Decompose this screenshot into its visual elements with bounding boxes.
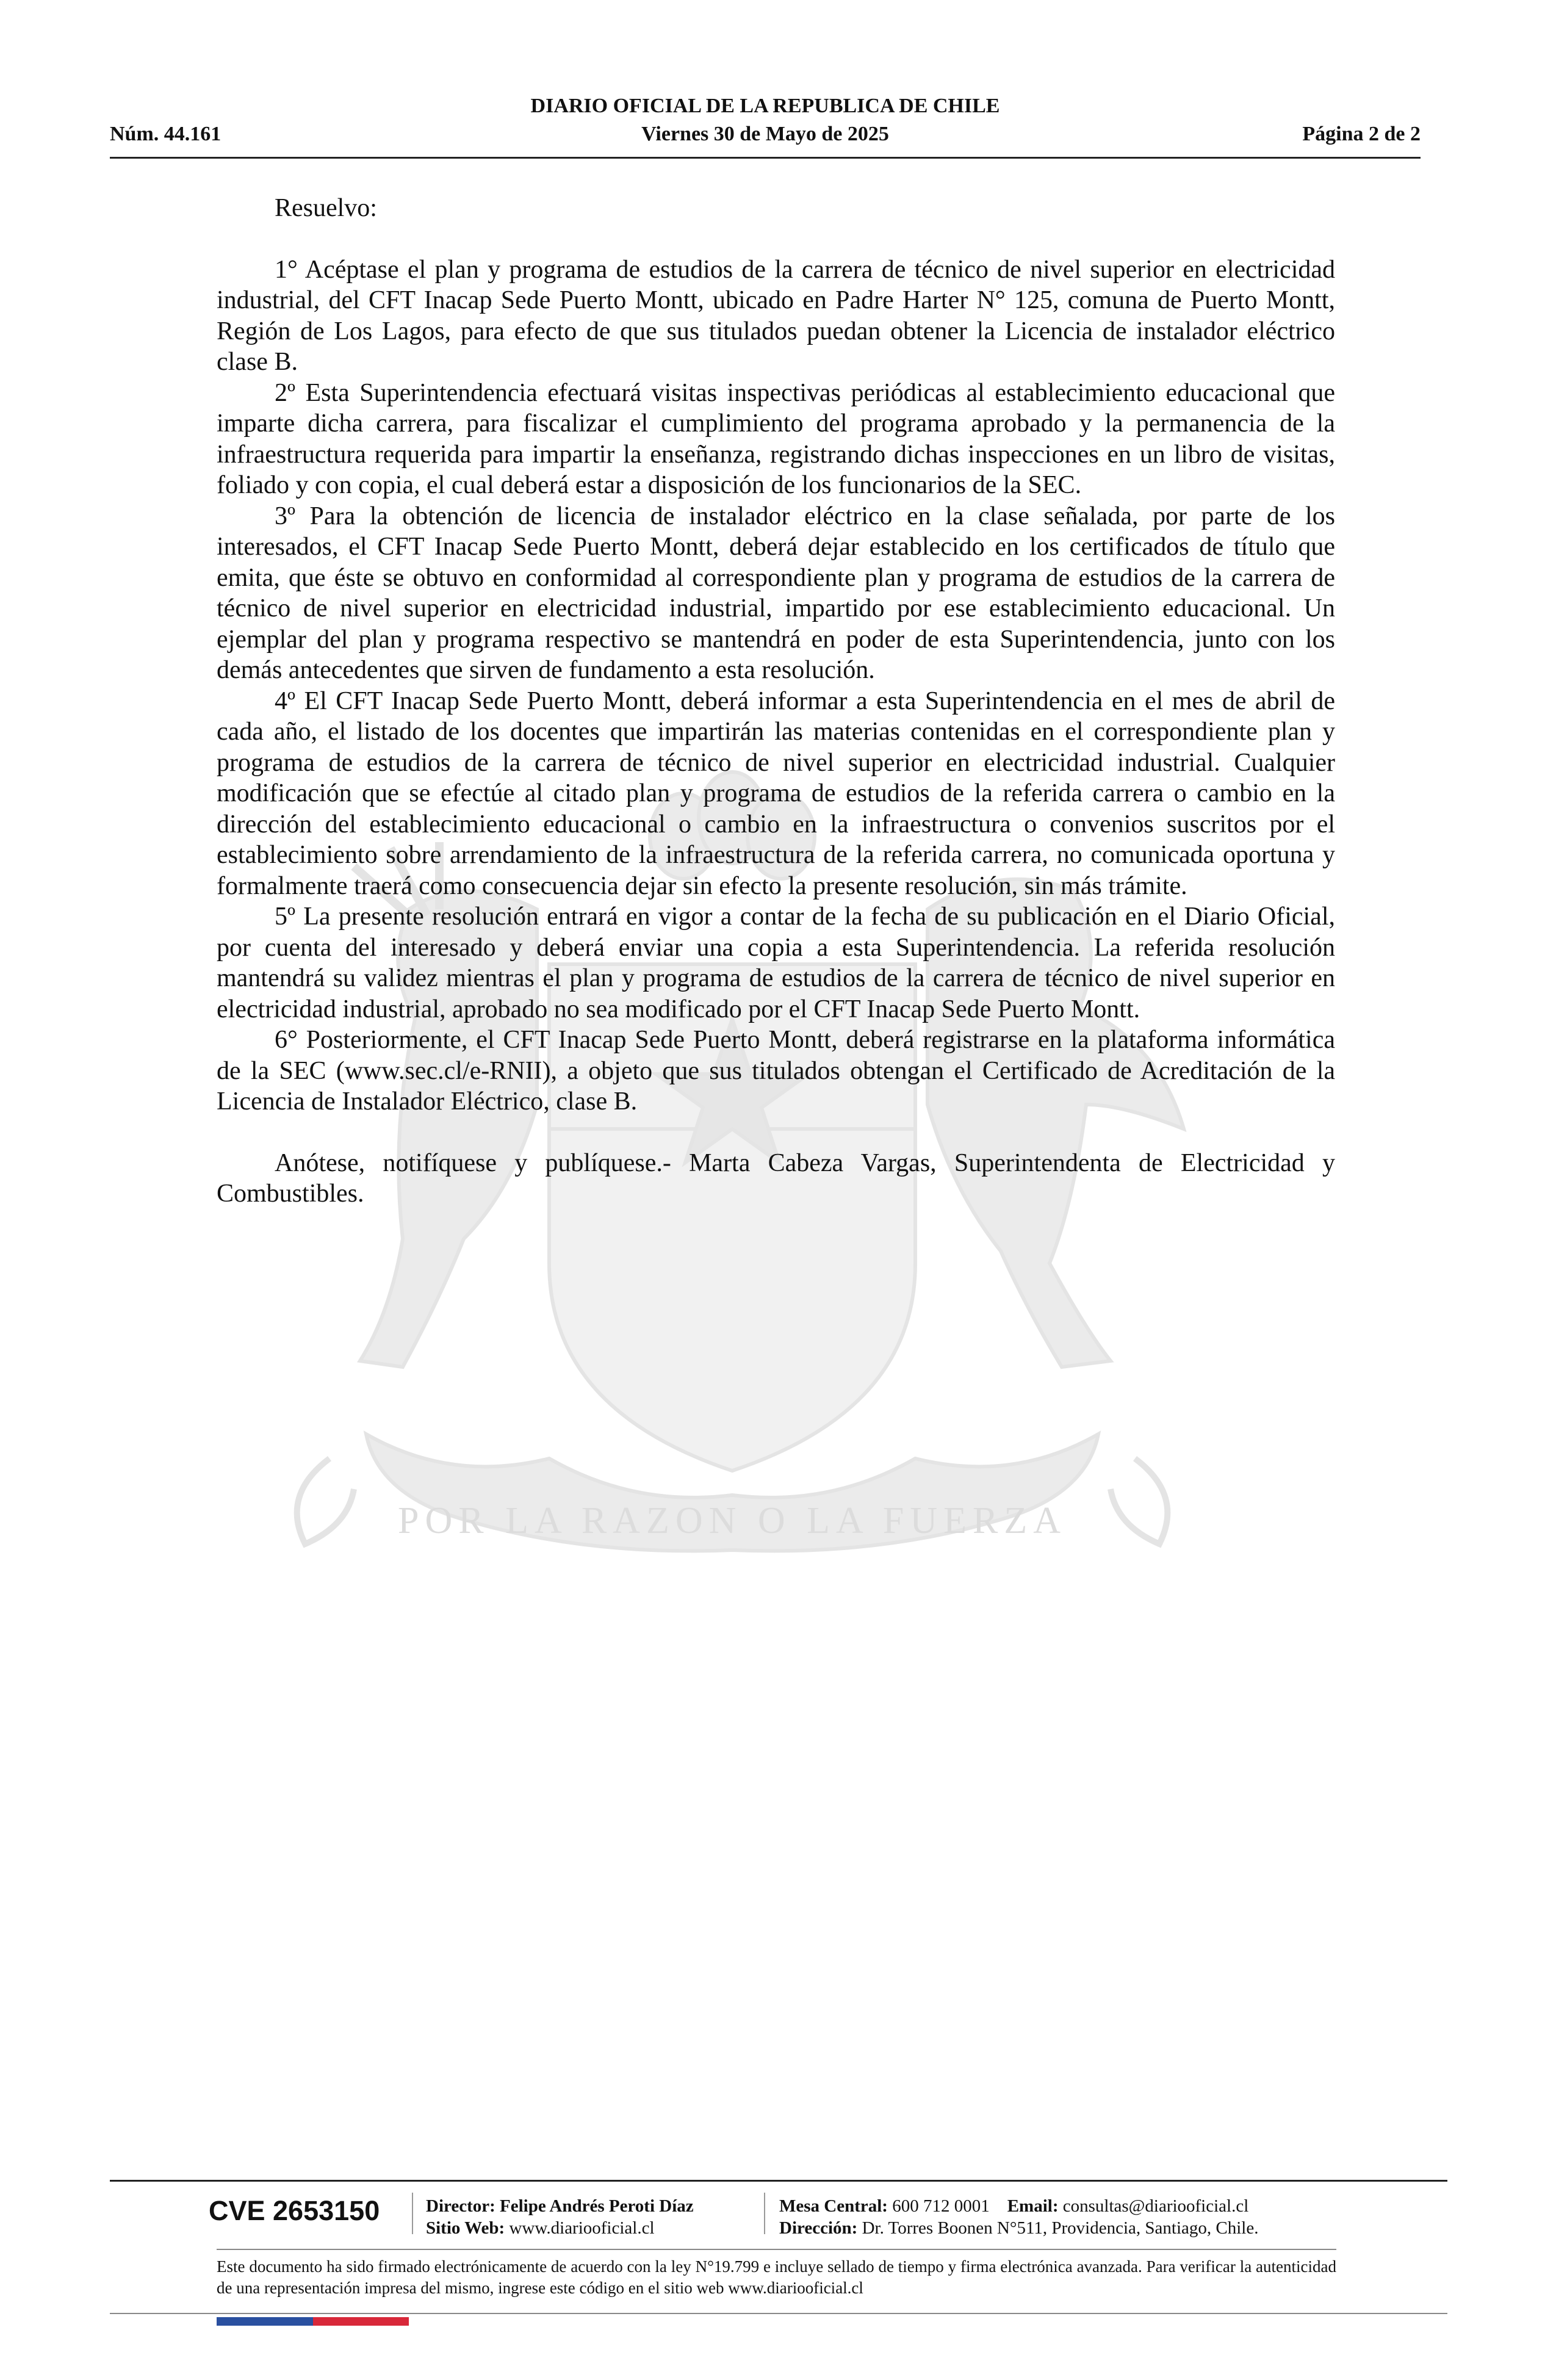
- footer-contact-block: [779, 2195, 1258, 2239]
- footer-director-block: [426, 2195, 694, 2239]
- document-body: [217, 193, 1335, 1210]
- page-indicator: Página 2 de 2: [1302, 123, 1421, 145]
- article-5: 5º La presente resolución entrará en vigor a contar de la fecha de su publicación en el Diario Oficial, por cuenta del interesado y deberá enviar una copia a esta Superintendencia. La referida resolución mantendrá su validez mientras el plan y programa de estudios de la carrera de técnico de nivel superior en electricidad industrial, aprobado no sea modificado por el CFT Inacap Sede Puerto Montt.: [217, 903, 1335, 1023]
- footer-divider: [412, 2193, 413, 2234]
- email-label: Email:: [1007, 2196, 1059, 2216]
- article-6: 6° Posteriormente, el CFT Inacap Sede Puerto Montt, deberá registrarse en la plataforma informática de la SEC (www.sec.cl/e-RNII), a objeto que sus titulados obtengan el Certificado de Acreditación de la Licencia de Instalador Eléctrico, clase B.: [217, 1026, 1335, 1116]
- article-3: 3º Para la obtención de licencia de instalador eléctrico en la clase señalada, por parte de los interesados, el CFT Inacap Sede Puerto Montt, deberá dejar establecido en los certificados de título que emita, que éste se obtuvo en conformidad al correspondiente plan y programa de estudios de la carrera de técnico de nivel superior en electricidad industrial, impartido por ese establecimiento educacional. Un ejemplar del plan y programa respectivo se mantendrá en poder de esta Superintendencia, junto con los demás antecedentes que sirven de fundamento a esta resolución.: [217, 502, 1335, 684]
- director-label: Director:: [426, 2196, 495, 2216]
- footer-separator: [217, 2249, 1336, 2250]
- page-header: [110, 95, 1421, 159]
- footer-divider: [764, 2193, 765, 2234]
- address-value: Dr. Torres Boonen N°511, Providencia, Santiago, Chile.: [862, 2218, 1259, 2238]
- signature-notice: Este documento ha sido firmado electrónicamente de acuerdo con la ley N°19.799 e incluye sellado de tiempo y firma electrónica avanzada. Para verificar la autenticidad de una representación impresa del mismo, ingrese este código en el sitio web www.diariooficial.cl: [217, 2257, 1336, 2297]
- issue-date: Viernes 30 de Mayo de 2025: [641, 123, 889, 145]
- gazette-title: DIARIO OFICIAL DE LA REPUBLICA DE CHILE: [530, 95, 1000, 117]
- website-link[interactable]: www.diariooficial.cl: [509, 2218, 655, 2238]
- cve-code: CVE 2653150: [209, 2195, 380, 2226]
- flag-blue-segment: [217, 2317, 313, 2326]
- address-label: Dirección:: [779, 2218, 858, 2238]
- closing-signature: Anótese, notifíquese y publíquese.- Marta Cabeza Vargas, Superintendenta de Electricidad y Combustibles.: [217, 1149, 1335, 1208]
- article-1: 1° Acéptase el plan y programa de estudios de la carrera de técnico de nivel superior en electricidad industrial, del CFT Inacap Sede Puerto Montt, ubicado en Padre Harter N° 125, comuna de Puerto Montt, Región de Los Lagos, para efecto de que sus titulados puedan obtener la Licencia de instalador eléctrico clase B.: [217, 255, 1335, 376]
- email-link[interactable]: consultas@diariooficial.cl: [1062, 2196, 1249, 2216]
- article-4: 4º El CFT Inacap Sede Puerto Montt, deberá informar a esta Superintendencia en el mes de abril de cada año, el listado de los docentes que impartirán las materias contenidas en el correspondiente plan y programa de estudios de la carrera de técnico de nivel superior en electricidad industrial. Cualquier modificación que se efectúe al citado plan y programa de estudios de la referida carrera o cambio en la dirección del establecimiento educacional o cambio en la infraestructura o convenios suscritos por el establecimiento sobre arrendamiento de la infraestructura de la referida carrera, no comunicada oportuna y formalmente traerá como consecuencia dejar sin efecto la presente resolución, sin más trámite.: [217, 687, 1335, 900]
- phone-label: Mesa Central:: [779, 2196, 888, 2216]
- issue-number: Núm. 44.161: [110, 123, 222, 145]
- website-label: Sitio Web:: [426, 2218, 505, 2238]
- footer-bottom-rule: [110, 2313, 1447, 2314]
- flag-stripe: [217, 2317, 409, 2326]
- flag-red-segment: [313, 2317, 409, 2326]
- watermark-motto: POR LA RAZON O LA FUERZA: [397, 1500, 1067, 1542]
- resuelvo-heading: Resuelvo:: [275, 194, 377, 222]
- page-footer: [110, 2180, 1447, 2322]
- phone-number: 600 712 0001: [892, 2196, 990, 2216]
- director-name: Felipe Andrés Peroti Díaz: [500, 2196, 694, 2216]
- article-2: 2º Esta Superintendencia efectuará visitas inspectivas periódicas al establecimiento educacional que imparte dicha carrera, para fiscalizar el cumplimiento del programa aprobado y la permanencia de la infraestructura requerida para impartir la enseñanza, registrando dichas inspecciones en un libro de visitas, foliado y con copia, el cual deberá estar a disposición de los funcionarios de la SEC.: [217, 378, 1335, 499]
